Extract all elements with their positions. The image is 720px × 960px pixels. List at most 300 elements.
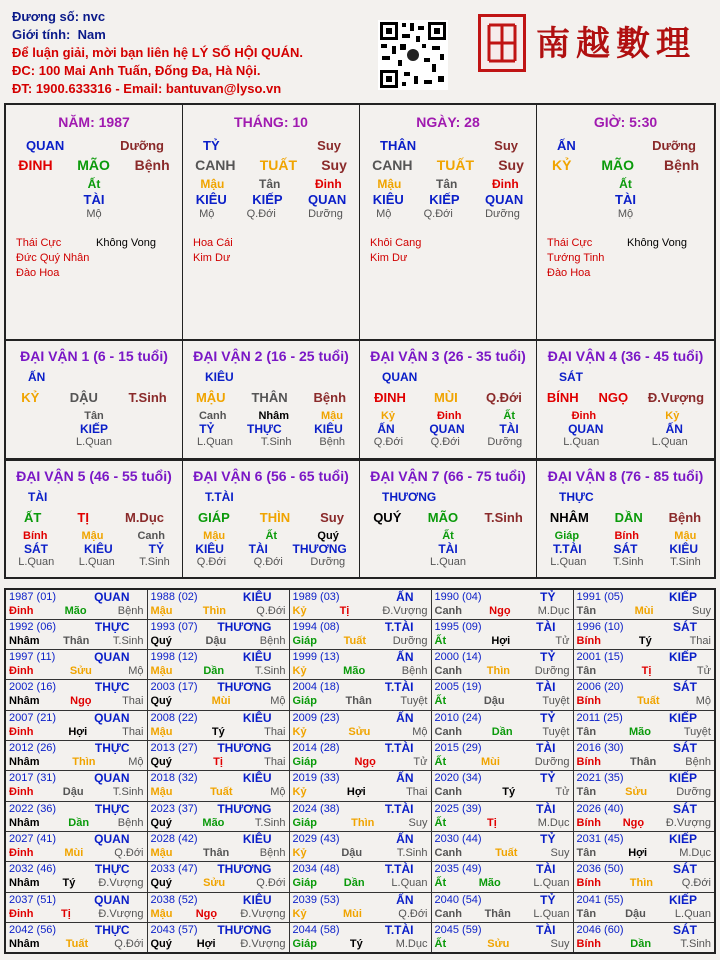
cell-text: SÁT [23, 542, 48, 556]
cell-text: ĐINH [18, 157, 53, 173]
year-branch: Tý [211, 725, 225, 738]
year-label: 2028 (42) [150, 833, 198, 846]
year-god: THỰC [94, 801, 130, 816]
year-cell [573, 892, 715, 922]
year-branch: Mão [64, 605, 87, 617]
year-branch: Mão [628, 725, 651, 738]
cell-text: Quý [317, 530, 339, 542]
cell-text: Mộ [617, 208, 634, 220]
year-stem: Mậu [150, 786, 173, 799]
cell-text: Dưỡng [485, 208, 520, 220]
header-info [12, 8, 352, 98]
cell-text: Dưỡng [487, 436, 523, 448]
year-line1 [577, 771, 712, 785]
year-line1 [9, 832, 144, 846]
year-label: 2018 (32) [150, 772, 198, 785]
year-stage: L.Quan [391, 877, 428, 890]
star-left: Kim Dư [370, 252, 408, 264]
year-label: 1993 (07) [150, 620, 198, 633]
year-cell [573, 832, 715, 862]
dai-van-gods [183, 422, 359, 436]
cell-text: TUẤT [259, 157, 298, 173]
pillar-hidden-gods [360, 192, 536, 207]
year-line1 [293, 650, 428, 664]
year-stem: Quý [150, 756, 172, 769]
cell-text: Đinh [571, 410, 597, 422]
cell-text: Mậu [674, 530, 697, 542]
year-stem: Nhâm [9, 816, 40, 829]
dai-van-title: ĐẠI VẬN 8 (76 - 85 tuổi) [547, 468, 704, 484]
year-cell [147, 741, 289, 771]
pillar-hidden-stages [6, 208, 182, 220]
year-god: TỶ [540, 832, 556, 847]
year-god: SÁT [673, 741, 697, 756]
year-label: 1999 (13) [292, 651, 340, 664]
cell-text: ẤN [665, 422, 683, 436]
dai-van-gods [6, 422, 182, 436]
year-stem: Quý [150, 877, 172, 890]
cell-text: Bệnh [664, 157, 699, 173]
cell-text: Bệnh [668, 510, 702, 525]
year-stage: Tử [555, 634, 570, 647]
year-god: TÀI [536, 923, 556, 938]
pillar-hidden-stems [360, 177, 536, 191]
year-stage: Đ.Vượng [382, 605, 428, 617]
year-cell [5, 589, 147, 619]
dai-van-stages [183, 436, 359, 448]
pillar-main-row [360, 157, 536, 173]
dai-van-4 [537, 341, 714, 458]
year-stage: Tử [555, 786, 570, 799]
year-cell [573, 710, 715, 740]
year-stage: Tuyệt [542, 695, 570, 708]
year-branch: Dậu [62, 786, 84, 799]
year-label: 2037 (51) [9, 893, 57, 906]
year-stage: Bệnh [401, 665, 428, 678]
year-god: KIÊU [242, 892, 272, 907]
year-cell [289, 710, 431, 740]
dai-van-title: ĐẠI VẬN 7 (66 - 75 tuổi) [370, 468, 526, 484]
year-row [5, 710, 715, 740]
cell-text: T.Sinh [484, 510, 523, 525]
cell-text: KIÊU [195, 542, 224, 556]
year-line1 [293, 862, 428, 876]
year-cell [289, 923, 431, 953]
year-branch: Tị [339, 605, 350, 617]
cell-text: MẬU [195, 390, 226, 405]
year-stage: M.Dục [679, 847, 711, 860]
year-stem: Giáp [292, 756, 317, 769]
star-row [370, 251, 536, 266]
year-stage: Dưỡng [534, 756, 570, 769]
cell-text: L.Quan [563, 436, 600, 448]
year-cell [289, 589, 431, 619]
star-left: Đức Quý Nhân [16, 252, 90, 264]
year-label: 2034 (48) [292, 863, 340, 876]
dai-van-gods [360, 542, 536, 556]
year-label: 2040 (54) [434, 893, 482, 906]
year-god: KIÊU [242, 771, 272, 786]
year-branch: Tý [62, 877, 76, 890]
dai-van-main [360, 510, 536, 525]
dai-van-gods [6, 542, 182, 556]
year-line2 [577, 755, 712, 769]
year-stage: Đ.Vượng [98, 907, 144, 920]
year-line1 [577, 620, 712, 634]
year-stage: M.Dục [537, 816, 570, 829]
year-branch: Ngọ [622, 816, 645, 829]
year-line2 [577, 604, 712, 618]
year-branch: Thìn [202, 605, 226, 617]
year-line1 [9, 711, 144, 725]
year-line2 [435, 604, 570, 618]
year-branch: Tuất [637, 695, 660, 708]
year-stage: Tuyệt [400, 695, 428, 708]
star-row [16, 251, 182, 266]
year-row [5, 741, 715, 771]
year-line2 [435, 937, 570, 951]
year-stem: Tân [576, 786, 597, 799]
year-label: 2046 (60) [576, 924, 624, 937]
year-label: 2015 (29) [434, 742, 482, 755]
year-label: 2031 (45) [576, 833, 624, 846]
year-line1 [577, 802, 712, 816]
cell-text: Dưỡng [308, 208, 343, 220]
year-stem: Mậu [150, 605, 173, 617]
cell-text: Q.Đới [196, 556, 227, 568]
year-label: 2026 (40) [576, 802, 624, 815]
year-label: 2011 (25) [576, 711, 623, 724]
pillar-main-row [6, 157, 182, 173]
year-stem: Ất [434, 877, 447, 890]
year-line2 [9, 785, 144, 799]
year-stage: L.Quan [674, 907, 711, 920]
year-cell [573, 619, 715, 649]
year-label: 2032 (46) [9, 863, 57, 876]
year-label: 2017 (31) [9, 772, 57, 785]
star-right: Không Vong [627, 237, 687, 249]
year-stage: Suy [550, 938, 570, 951]
pillar-title: NGÀY: 28 [416, 114, 480, 130]
year-line1 [435, 771, 570, 785]
year-line1 [435, 711, 570, 725]
logo-text: 南越數理 [536, 24, 696, 64]
cell-text: QUAN [429, 422, 465, 436]
year-branch: Ngọ [354, 756, 376, 769]
year-stage: T.Sinh [112, 786, 144, 799]
year-line2 [9, 664, 144, 678]
year-stage: Q.Đới [398, 907, 428, 920]
year-stage: Bệnh [259, 847, 286, 860]
year-cell [289, 680, 431, 710]
year-cell [573, 589, 715, 619]
year-cell [289, 892, 431, 922]
year-line2 [293, 604, 428, 618]
year-stage: T.Sinh [254, 816, 286, 829]
pillar-main-row [537, 157, 714, 173]
cell-text: Canh [137, 530, 165, 542]
cell-text: KIÊU [669, 542, 699, 556]
dai-van-stages [6, 556, 182, 568]
pillar-hidden-stems [537, 177, 714, 191]
dai-van-title: ĐẠI VẬN 5 (46 - 55 tuổi) [16, 468, 172, 484]
year-label: 2038 (52) [150, 893, 198, 906]
dai-van-main [360, 390, 536, 405]
year-cell [431, 589, 573, 619]
pillar-hidden-stages [183, 208, 359, 220]
cell-text: Q.Đới [373, 436, 404, 448]
year-line1 [151, 711, 286, 725]
year-stem: Giáp [292, 695, 317, 708]
pillar-title: THÁNG: 10 [234, 114, 308, 130]
year-label: 2009 (23) [292, 711, 340, 724]
cell-text: TÀI [438, 542, 458, 556]
cell-text: Mậu [320, 410, 343, 422]
year-branch: Tý [502, 786, 516, 799]
year-god: SÁT [673, 801, 697, 816]
year-line2 [293, 846, 428, 860]
year-line2 [293, 937, 428, 951]
year-line1 [435, 802, 570, 816]
pillar-hidden-gods [6, 192, 182, 207]
year-branch: Sửu [487, 938, 510, 951]
year-cell [431, 710, 573, 740]
cell-text: Bính [23, 530, 48, 542]
year-god: THỰC [94, 862, 130, 877]
year-cell [573, 862, 715, 892]
year-line1 [577, 680, 712, 694]
year-line1 [9, 680, 144, 694]
year-line1 [293, 711, 428, 725]
pillar-title: NĂM: 1987 [58, 114, 130, 130]
year-god: KIÊU [242, 832, 272, 847]
year-cell [431, 801, 573, 831]
year-line1 [151, 832, 286, 846]
year-line1 [293, 893, 428, 907]
year-stem: Ất [434, 695, 447, 708]
year-row [5, 650, 715, 680]
year-cell [289, 771, 431, 801]
year-god: SÁT [673, 680, 697, 695]
cell-text: L.Quan [429, 556, 467, 568]
star-row [16, 266, 182, 281]
year-line2 [577, 816, 712, 830]
year-stem: Tân [576, 665, 597, 678]
dai-van-stems [183, 410, 359, 422]
year-cell [289, 741, 431, 771]
year-line2 [435, 816, 570, 830]
year-line2 [577, 937, 712, 951]
year-branch: Ngọ [70, 695, 92, 708]
cell-text: KỶ [551, 157, 572, 173]
year-label: 2001 (15) [576, 651, 624, 664]
year-branch: Mão [343, 665, 366, 678]
pillar-hidden-stages [537, 208, 714, 220]
year-god: THƯƠNG [217, 862, 272, 877]
year-line2 [577, 634, 712, 648]
year-branch: Sửu [203, 877, 226, 890]
year-branch: Tý [349, 938, 363, 951]
cell-text: NHÂM [549, 510, 589, 525]
year-god: KIÊU [242, 650, 272, 665]
pillar-top-row [537, 138, 714, 153]
year-stage: T.Sinh [254, 665, 286, 678]
year-cell [431, 619, 573, 649]
year-line1 [577, 650, 712, 664]
year-line2 [151, 846, 286, 860]
year-branch: Thân [484, 907, 511, 920]
year-line1 [577, 590, 712, 604]
year-line2 [435, 725, 570, 739]
year-line1 [435, 923, 570, 937]
dai-van-main [183, 390, 359, 405]
year-stem: Bính [576, 938, 601, 951]
year-line1 [435, 590, 570, 604]
year-cell [147, 862, 289, 892]
year-label: 2023 (37) [150, 802, 198, 815]
year-stage: Tử [413, 756, 428, 769]
pillar-hidden-stems [6, 177, 182, 191]
dai-van-gods [360, 422, 536, 436]
year-line2 [9, 876, 144, 890]
year-line1 [577, 741, 712, 755]
year-god: QUAN [94, 832, 130, 847]
year-cell [431, 741, 573, 771]
year-god: T.TÀI [384, 862, 414, 877]
year-god: TÀI [536, 801, 556, 816]
year-label: 1990 (04) [434, 591, 482, 603]
cell-text: TÀI [248, 542, 268, 556]
year-cell [431, 923, 573, 953]
year-god: KIẾP [668, 710, 697, 725]
year-cell [5, 619, 147, 649]
year-branch: Sửu [348, 725, 371, 738]
cell-text: Suy [498, 157, 524, 173]
year-stem: Giáp [292, 634, 317, 647]
year-stem: Đinh [9, 725, 34, 738]
cell-text: TỶ [203, 138, 220, 153]
year-label: 2039 (53) [292, 893, 340, 906]
year-branch: Thân [203, 847, 230, 860]
cell-text: M.Dục [124, 510, 164, 525]
cell-text: TÀI [499, 422, 519, 436]
year-line2 [577, 664, 712, 678]
year-label: 2025 (39) [434, 802, 482, 815]
year-cell [289, 801, 431, 831]
year-god: TÀI [536, 619, 556, 634]
year-god: ẤN [396, 710, 414, 725]
year-branch: Dậu [205, 634, 227, 647]
year-branch: Tuất [65, 938, 89, 951]
year-branch: Thìn [351, 816, 375, 829]
annual-luck-table [4, 588, 716, 954]
cell-text: THƯƠNG [292, 542, 347, 556]
year-god: KIẾP [668, 590, 697, 604]
year-label: 1991 (05) [576, 591, 624, 603]
dai-van-stems [183, 530, 359, 542]
year-stage: Bệnh [117, 605, 144, 617]
year-cell [147, 589, 289, 619]
star-left: Hoa Cái [193, 237, 233, 249]
year-line2 [151, 664, 286, 678]
cell-text: Tân [258, 177, 281, 191]
year-god: KIẾP [668, 771, 697, 786]
cell-text: Mậu [81, 530, 104, 542]
year-label: 2010 (24) [434, 711, 482, 724]
year-label: 2022 (36) [9, 802, 57, 815]
year-label: 2002 (16) [9, 681, 57, 694]
year-line2 [9, 755, 144, 769]
year-line1 [435, 650, 570, 664]
year-line1 [151, 862, 286, 876]
year-line2 [577, 694, 712, 708]
year-label: 2004 (18) [292, 681, 340, 694]
year-branch: Mão [202, 816, 225, 829]
cell-text: NGỌ [598, 390, 629, 405]
year-label: 2044 (58) [292, 924, 340, 937]
year-branch: Dậu [483, 695, 505, 708]
year-stage: Tuyệt [683, 725, 711, 738]
year-cell [5, 741, 147, 771]
year-god: THỰC [94, 923, 130, 938]
year-branch: Hợi [628, 847, 648, 860]
year-line2 [9, 725, 144, 739]
year-label: 2042 (56) [9, 924, 57, 937]
year-cell [147, 923, 289, 953]
year-stage: Mộ [128, 665, 144, 678]
star-left: Đào Hoa [547, 267, 591, 279]
dai-van-stems [6, 530, 182, 542]
year-label: 1995 (09) [434, 620, 482, 633]
year-line2 [151, 755, 286, 769]
cell-text: T.Sinh [670, 556, 701, 568]
year-cell [5, 892, 147, 922]
year-line1 [293, 741, 428, 755]
cell-text: Q.Đới [246, 208, 276, 220]
year-branch: Thân [63, 634, 90, 647]
dai-van-row-1 [4, 341, 716, 460]
cell-text: KIẾP [252, 192, 283, 207]
qr-code-icon [378, 20, 448, 90]
year-stem: Canh [434, 725, 462, 738]
year-stem: Nhâm [9, 756, 40, 769]
cell-text: ẤN [377, 422, 395, 436]
cell-text: L.Quan [651, 436, 688, 448]
year-label: 1994 (08) [292, 620, 340, 633]
year-god: ẤN [396, 590, 414, 604]
year-line2 [293, 725, 428, 739]
cell-text: ẤN [557, 138, 576, 153]
year-stem: Quý [150, 695, 172, 708]
cell-text: ĐINH [374, 390, 406, 405]
year-line1 [151, 650, 286, 664]
cell-text: Nhâm [258, 410, 290, 422]
year-stage: Thai [689, 634, 711, 647]
year-line1 [577, 923, 712, 937]
dai-van-top: QUAN [382, 370, 418, 384]
year-line2 [435, 694, 570, 708]
cell-text: L.Quan [75, 436, 113, 448]
cell-text: THÂN [251, 390, 288, 405]
cell-text: Mộ [376, 208, 392, 220]
cell-text: ẤT [24, 510, 42, 525]
dai-van-main [6, 510, 182, 525]
cell-text: KỶ [21, 390, 40, 405]
year-cell [5, 923, 147, 953]
dai-van-gods [537, 422, 714, 436]
year-stage: Mộ [128, 756, 144, 769]
year-cell [147, 680, 289, 710]
